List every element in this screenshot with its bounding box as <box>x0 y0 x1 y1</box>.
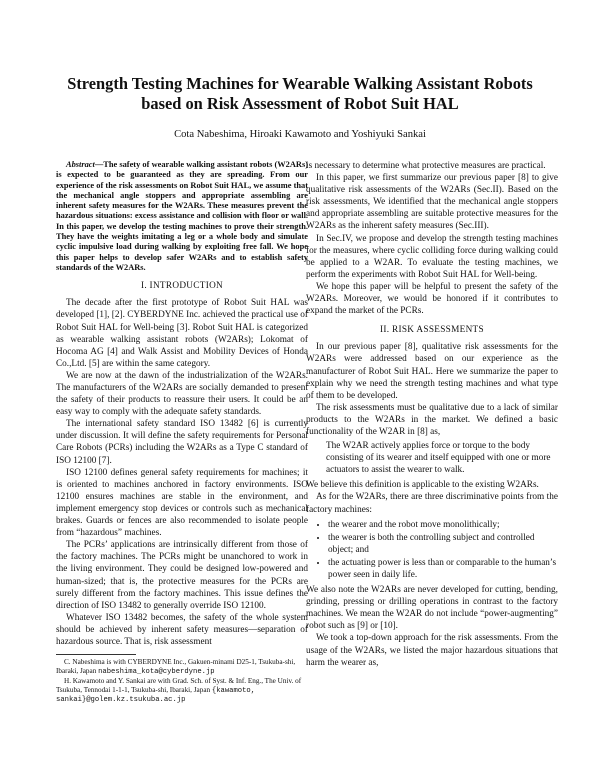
paragraph: is necessary to determine what protective measures are practical. <box>306 161 546 171</box>
list-item: • the wearer and the robot move monolithically; <box>328 519 558 531</box>
paragraph: In this paper, we first summarize our previous paper [8] to give qualitative risk assessments of the W2ARs (Sec.II). Based on the risk assessments, We identified that the mechanical angle stoppers and appropriate assembling are suitable protective measures for the W2ARs as the inherent safety measures (Sec.III). <box>306 173 558 232</box>
section-heading-risk-assessments: II. RISK ASSESSMENTS <box>380 325 484 336</box>
abstract-text: —The safety of wearable walking assistant robots (W2ARs) is expected to be guaranteed as they are spreading. From our experience of the risk assessments on Robot Suit HAL, we assume that the mechanical angle stoppers and appropriate assembling are inherent safety measures for the W2ARs. These measures prevent the hazardous situations: excess assistance and collision with floor or wall. In this paper, we develop the testing machines to prove their strength. They have the weights imitating a leg or a whole body and simulate cyclic impulsive load during walking by exploiting free fall. We hope this paper helps to develop safer W2ARs and to establish safety standards of the W2ARs. <box>56 160 308 272</box>
right-column <box>306 160 558 669</box>
abstract <box>56 160 308 273</box>
footnote-1 <box>56 658 308 676</box>
footnote-rule <box>56 654 136 655</box>
abstract-label: Abstract <box>66 160 95 169</box>
paragraph: The PCRs’ applications are intrinsically different from those of the factory machines. The PCRs might be unanchored to work in the living environment. They could be designed low-powered and human-sized; that is, the protective measures for the PCRs are surely different from the factory machines. This issue defines the direction of ISO 13482 to generally override ISO 12100. <box>56 540 308 611</box>
paragraph: The international safety standard ISO 13482 [6] is currently under discussion. It will define the safety requirements for Personal Care Robots (PCRs) including the W2ARs as a Type C standard of ISO 12100 [7]. <box>56 419 308 466</box>
left-column <box>56 160 308 706</box>
paragraph: We believe this definition is applicable to the existing W2ARs. <box>306 480 539 491</box>
title-line-2: based on Risk Assessment of Robot Suit HAL <box>141 94 459 113</box>
paper-title <box>40 74 560 114</box>
paragraph: In Sec.IV, we propose and develop the strength testing machines for the measures, where cyclic colliding force during walking could be applied to a W2AR. To evaluate the testing machines, we perform the experiments with Robot Suit HAL for Well-being. <box>306 233 558 280</box>
footnote-2-email: {kawamoto, sankai}@golem.kz.tsukuba.ac.jp <box>56 686 256 705</box>
paragraph: The decade after the first prototype of Robot Suit HAL was developed [1], [2]. CYBERDYNE Inc. achieved the practical use of Robot Suit HAL for Well-being [3]. Robot Suit HAL is categorized as wearable walking assistant robots (W2ARs); Lokomat of Hocoma AG [4] and Walk Assist and Mobility Devices of Honda Co.,Ltd. [5] are within the same category. <box>56 298 308 369</box>
bullet-list <box>306 519 558 581</box>
paragraph: ISO 12100 defines general safety requirements for machines; it is oriented to machines anchored in factory environments. ISO 12100 ensures machines are stable in the environment, and implement emergency stop devices or controls such as mechanical brakes. Guards or fences are also recommended to isolate people from “hazardous” machines. <box>56 467 308 539</box>
list-item: • the actuating power is less than or comparable to the human’s power seen in daily life. <box>328 557 558 581</box>
footnote-2-text: H. Kawamoto and Y. Sankai are with Grad. Sch. of Syst. & Inf. Eng., The Univ. of Tsukuba, Tennodai 1-1-1, Tsukuba-shi, Ibaraki, Japan <box>56 677 302 694</box>
footnote-2 <box>56 677 308 705</box>
paragraph: We hope this paper will be helpful to present the safety of the W2ARs. Moreover, we would be honored if it contributes to expand the market of the PCRs. <box>306 281 558 317</box>
paragraph: Whatever ISO 13482 becomes, the safety of the whole system should be achieved by inherent safety measures—separation of hazardous source. That is, risk assessment <box>56 612 308 647</box>
section-heading-introduction: I. INTRODUCTION <box>140 281 224 292</box>
footnote-1-text: C. Nabeshima is with CYBERDYNE Inc., Gakuen-minami D25-1, Tsukuba-shi, Ibaraki, Japan <box>56 658 296 675</box>
title-line-1: Strength Testing Machines for Wearable Walking Assistant Robots <box>67 74 533 93</box>
paragraph: In our previous paper [8], qualitative risk assessments for the W2ARs were addressed based on our experience as the manufacturer of Robot Suit HAL. Here we summarize the paper to explain why we need the strength testing machines and what type of them to be developed. <box>306 342 558 401</box>
paragraph: We are now at the dawn of the industrialization of the W2ARs. The manufacturers of the W2ARs are socially demanded to present the safety of their products to reassure their users. It could be an easy way to comply with the adequate safety standards. <box>56 370 308 418</box>
paragraph: As for the W2ARs, there are three discriminative points from the factory machines: <box>306 492 558 515</box>
definition-quote: The W2AR actively applies force or torque to the body consisting of its wearer and itself equipped with one or more actuators to assist the wearer to walk. <box>326 441 551 476</box>
paragraph: We took a top-down approach for the risk assessments. From the usage of the W2ARs, we listed the major hazardous situations that harm the wearer as, <box>306 633 558 668</box>
list-item: • the wearer is both the controlling subject and controlled object; and <box>328 532 558 556</box>
paragraph: The risk assessments must be qualitative due to a lack of similar products to the W2ARs in the market. We defined a basic functionality of the W2AR in [8] as, <box>306 402 558 437</box>
footnote-1-email: nabeshima_kota@cyberdyne.jp <box>98 667 215 676</box>
paragraph: We also note the W2ARs are never developed for cutting, bending, grinding, pressing or drilling operations in contrast to the factory machines. We mean the W2AR do not include “power-augmenting” robot such as [9] or [10]. <box>306 585 558 632</box>
author-list: Cota Nabeshima, Hiroaki Kawamoto and Yoshiyuki Sankai <box>174 129 426 140</box>
